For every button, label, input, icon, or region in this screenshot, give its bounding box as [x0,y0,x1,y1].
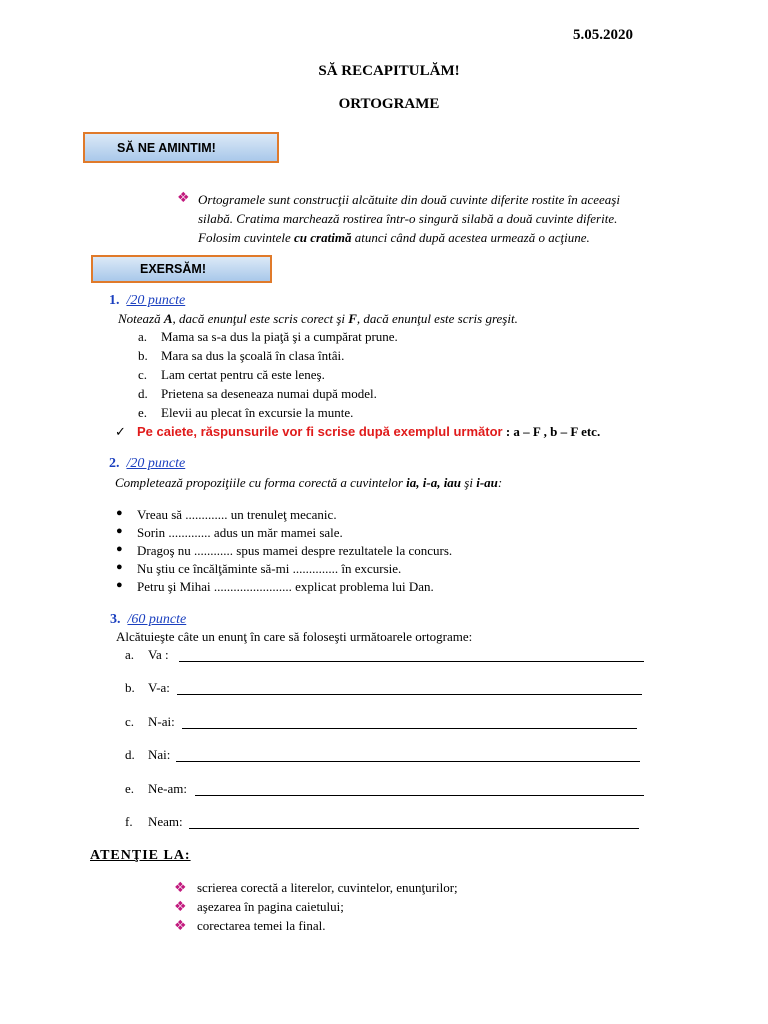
ex1-item-d: d. Prietena sa deseneaza numai după model. [138,386,377,401]
ex3-item-c: c. N-ai: [125,714,134,730]
answer-line[interactable] [195,782,644,796]
answer-line[interactable] [182,715,637,729]
page-subtitle: ORTOGRAME [338,96,440,112]
ex3-item-e: e. Ne-am: [125,781,134,797]
ex1-item-b: b. Mara sa dus la şcoală în clasa întâi. [138,348,345,363]
ex3-item-d: d. Nai: [125,747,135,763]
bullet-icon: ● [116,543,123,555]
page-title: SĂ RECAPITULĂM! [318,63,460,79]
intro-line-2: silabă. Cratima marchează rostirea într-o singură silabă a două cuvinte diferite. [198,211,618,226]
remember-box-label: SĂ NE AMINTIM! [117,140,216,155]
answer-line[interactable] [189,815,639,829]
diamond-bullet-icon: ❖ [174,899,187,915]
bullet-icon: ● [116,561,123,573]
diamond-bullet-icon: ❖ [174,880,187,896]
attention-item-1: ❖ scrierea corectă a literelor, cuvintelor, enunţurilor; [174,880,458,896]
ex1-header: 1. /20 puncte [109,293,186,308]
answer-line[interactable] [177,681,642,695]
bullet-icon: ● [116,525,123,537]
date: 5.05.2020 [573,27,633,43]
checkmark-icon: ✓ [115,425,126,440]
ex1-item-c: c. Lam certat pentru că este leneş. [138,367,325,382]
answer-line[interactable] [176,748,640,762]
bullet-icon: ● [116,507,123,519]
diamond-bullet-icon: ❖ [174,918,187,934]
ex2-instruction: Completează propoziţiile cu forma corectă a cuvintelor ia, i-a, iau şi i-au: [115,475,503,490]
remember-box [83,132,279,163]
intro-line-1: Ortogramele sunt construcţii alcătuite din două cuvinte diferite rostite în aceeaşi [198,192,620,207]
ex3-item-f: f. Neam: [125,814,133,830]
intro-line-3: Folosim cuvintele cu cratimă atunci când după acestea urmează o acţiune. [198,230,590,245]
bullet-icon: ● [116,579,123,591]
answer-line[interactable] [179,648,644,662]
ex1-item-a: a. Mama sa s-a dus la piaţă şi a cumpărat prune. [138,329,398,344]
attention-title: ATENŢIE LA: [90,848,191,863]
ex1-checkmark-note: ✓ Pe caiete, răspunsurile vor fi scrise după exemplul următor : a – F , b – F etc. [115,424,601,440]
ex1-item-e: e. Elevii au plecat în excursie la munte. [138,405,354,420]
attention-item-2: ❖ aşezarea în pagina caietului; [174,899,344,915]
ex3-header: 3. /60 puncte [110,612,187,627]
ex1-instruction: Notează A, dacă enunţul este scris corect şi F, dacă enunţul este scris greşit. [118,311,518,326]
exercise-box [91,255,272,283]
attention-item-3: ❖ corectarea temei la final. [174,918,326,934]
ex3-item-b: b. V-a: [125,680,135,696]
ex3-instruction: Alcătuieşte câte un enunţ în care să foloseşti următoarele ortograme: [116,629,473,644]
diamond-bullet-icon: ❖ [177,190,190,206]
ex2-header: 2. /20 puncte [109,456,186,471]
exercise-box-label: EXERSĂM! [140,262,206,276]
ex3-item-a: a. Va : [125,647,134,663]
